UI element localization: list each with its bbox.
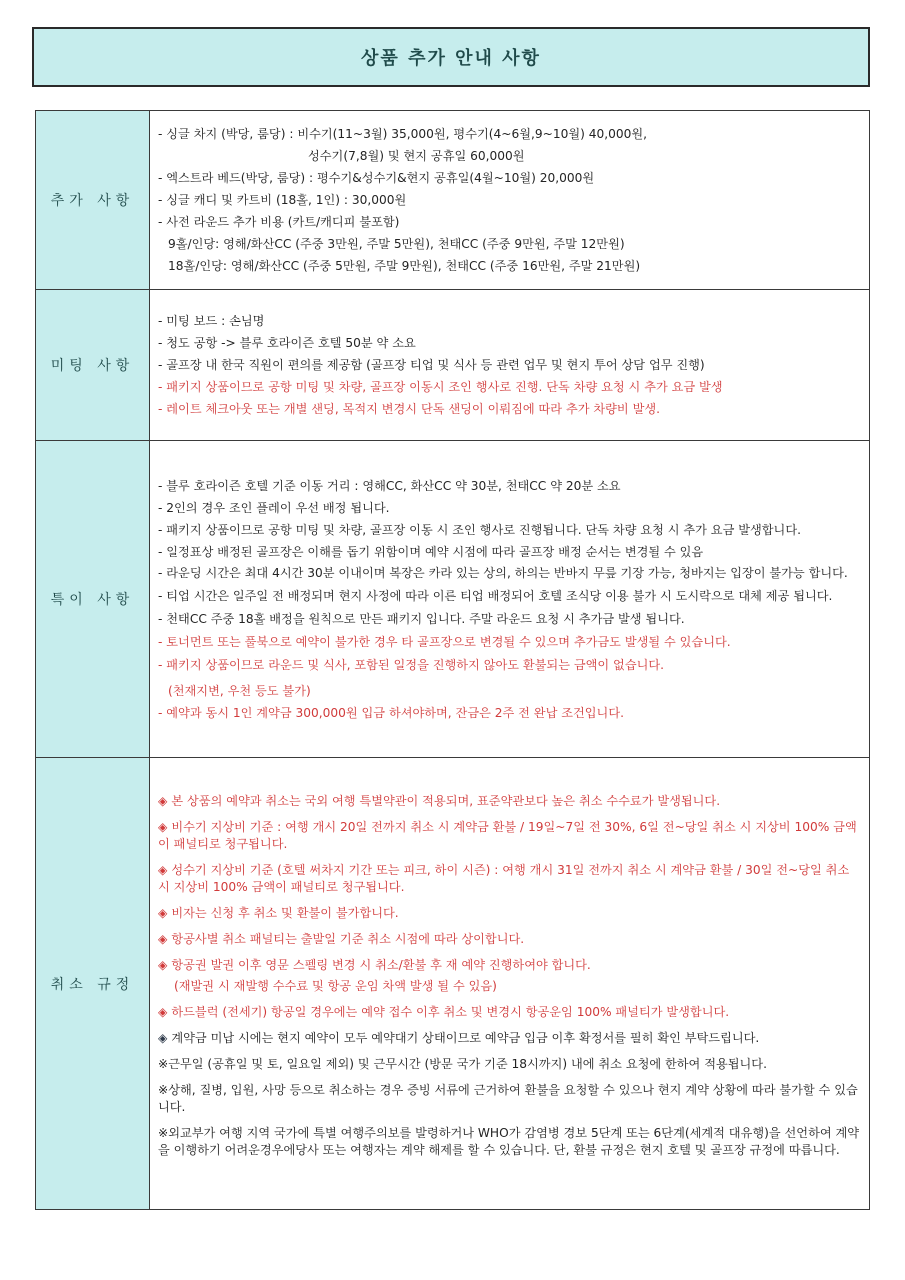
section-row-special [36,441,870,758]
content-line: - 엑스트라 베드(박당, 룸당) : 평수기&성수기&현지 공휴일(4월~10월) 20,000원 [158,171,595,185]
content-line: - 일정표상 배정된 골프장은 이해를 돕기 위함이며 예약 시점에 따라 골프장 배정 순서는 변경될 수 있음 [158,544,704,559]
content-line: - 예약과 동시 1인 계약금 300,000원 입금 하셔야하며, 잔금은 2주 전 완납 조건입니다. [158,705,624,720]
content-line: - 티업 시간은 일주일 전 배정되며 현지 사정에 따라 이른 티업 배정되어 호텔 조식당 이용 불가 시 도시락으로 대체 제공 됩니다. [158,588,833,603]
policy-item: (재발권 시 재발행 수수료 및 항공 운임 차액 발생 될 수 있음) [174,979,497,993]
content-line: 18홀/인당: 영해/화산CC (주중 5만원, 주말 9만원), 천태CC (주중 16만원, 주말 21만원) [168,259,641,273]
diamond-bullet-icon: ◈ [158,1031,168,1045]
policy-text: 항공사별 취소 패널티는 출발일 기준 취소 시점에 따라 상이합니다. [171,932,525,946]
policy-note: ※상해, 질병, 입원, 사망 등으로 취소하는 경우 증빙 서류에 근거하여 환불을 요청할 수 있으나 현지 계약 상황에 따라 불가할 수 있습니다. [158,1083,858,1114]
diamond-bullet-icon: ◈ [158,958,168,972]
content-line: - 라운딩 시간은 최대 4시간 30분 이내이며 복장은 카라 있는 상의, 하의는 반바지 무릎 기장 가능, 청바지는 입장이 불가능 합니다. [158,565,848,580]
policy-text: 계약금 미납 시에는 현지 예약이 모두 예약대기 상태이므로 예약금 입금 이후 확정서를 필히 확인 부탁드립니다. [171,1031,760,1045]
section-content [150,290,870,441]
policy-text: 비자는 신청 후 취소 및 환불이 불가합니다. [171,906,399,920]
content-line: - 패키지 상품이므로 라운드 및 식사, 포함된 일정을 진행하지 않아도 환불되는 금액이 없습니다. [158,657,665,672]
diamond-bullet-icon: ◈ [158,1005,168,1019]
section-label: 특이 사항 [36,441,150,758]
section-content [150,758,870,1210]
section-label: 추가 사항 [36,111,150,290]
policy-item [158,957,861,974]
policy-item [158,1004,861,1021]
section-row-cancellation [36,758,870,1210]
policy-text: 본 상품의 예약과 취소는 국외 여행 특별약관이 적용되며, 표준약관보다 높은 취소 수수료가 발생됩니다. [171,794,721,808]
content-line: - 청도 공항 -> 블루 호라이즌 호텔 50분 약 소요 [158,336,416,350]
diamond-bullet-icon: ◈ [158,794,168,808]
document-title-box [32,27,870,87]
content-line: 성수기(7,8월) 및 현지 공휴일 60,000원 [308,149,525,163]
content-line: - 레이트 체크아웃 또는 개별 샌딩, 목적지 변경시 단독 샌딩이 이뤄짐에 따라 추가 차량비 발생. [158,402,660,416]
info-table [35,110,870,1210]
diamond-bullet-icon: ◈ [158,820,168,834]
content-line: - 사전 라운드 추가 비용 (카트/캐디피 불포함) [158,215,400,229]
content-line: - 천태CC 주중 18홀 배정을 원칙으로 만든 패키지 입니다. 주말 라운드 요청 시 추가금 발생 됩니다. [158,611,685,626]
section-label: 취소 규정 [36,758,150,1210]
content-line: 9홀/인당: 영해/화산CC (주중 3만원, 주말 5만원), 천태CC (주중 9만원, 주말 12만원) [168,237,625,251]
policy-note: ※근무일 (공휴일 및 토, 일요일 제외) 및 근무시간 (방문 국가 기준 18시까지) 내에 취소 요청에 한하여 적용됩니다. [158,1057,767,1071]
policy-item [158,931,861,948]
content-line: - 싱글 차지 (박당, 룸당) : 비수기(11~3월) 35,000원, 평수기(4~6월,9~10월) 40,000원, [158,127,648,141]
content-line: (천재지변, 우천 등도 불가) [168,683,311,698]
diamond-bullet-icon: ◈ [158,906,168,920]
policy-text: 비수기 지상비 기준 : 여행 개시 20일 전까지 취소 시 계약금 환불 / 19일~7일 전 30%, 6일 전~당일 취소 시 지상비 100% 금액이 패널티로 청구됩니다. [158,820,857,851]
section-content [150,111,870,290]
content-line: - 미팅 보드 : 손님명 [158,314,265,328]
policy-text: 하드블럭 (전세기) 항공일 경우에는 예약 접수 이후 취소 및 변경시 항공운임 100% 패널티가 발생합니다. [171,1005,730,1019]
diamond-bullet-icon: ◈ [158,863,168,877]
content-line: - 블루 호라이즌 호텔 기준 이동 거리 : 영해CC, 화산CC 약 30분, 천태CC 약 20분 소요 [158,478,621,493]
section-row-additional [36,111,870,290]
policy-note: ※외교부가 여행 지역 국가에 특별 여행주의보를 발령하거나 WHO가 감염병 경보 5단계 또는 6단계(세계적 대유행)을 선언하여 계약을 이행하기 어려운경우에당사 또는 여행자는 계약 해제를 할 수 있습니다. 단, 환불 규정은 현지 호텔 및 골프장 규정에 따릅니다. [158,1126,860,1157]
document-title: 상품 추가 안내 사항 [361,48,541,69]
content-line: - 패키지 상품이므로 공항 미팅 및 차량, 골프장 이동 시 조인 행사로 진행됩니다. 단독 차량 요청 시 추가 요금 발생합니다. [158,522,801,537]
section-content [150,441,870,758]
content-line: - 골프장 내 한국 직원이 편의를 제공함 (골프장 티업 및 식사 등 관련 업무 및 현지 투어 상담 업무 진행) [158,358,705,372]
policy-item [158,819,861,853]
content-line: - 싱글 캐디 및 카트비 (18홀, 1인) : 30,000원 [158,193,407,207]
diamond-bullet-icon: ◈ [158,932,168,946]
policy-item [158,905,861,922]
policy-item [158,793,861,810]
content-line: - 패키지 상품이므로 공항 미팅 및 차량, 골프장 이동시 조인 행사로 진행. 단독 차량 요청 시 추가 요금 발생 [158,380,723,394]
content-line: - 2인의 경우 조인 플레이 우선 배정 됩니다. [158,500,390,515]
policy-text: 성수기 지상비 기준 (호텔 써차지 기간 또는 피크, 하이 시즌) : 여행 개시 31일 전까지 취소 시 계약금 환불 / 30일 전~당일 취소 시 지상비 100% 금액이 패널티로 청구됩니다. [158,863,850,894]
policy-item [158,1030,861,1047]
section-label: 미팅 사항 [36,290,150,441]
policy-text: 항공권 발권 이후 영문 스펠링 변경 시 취소/환불 후 재 예약 진행하여야 합니다. [171,958,591,972]
section-row-meeting [36,290,870,441]
content-line: - 토너먼트 또는 풀북으로 예약이 불가한 경우 타 골프장으로 변경될 수 있으며 추가금도 발생될 수 있습니다. [158,634,731,649]
policy-item [158,862,861,896]
